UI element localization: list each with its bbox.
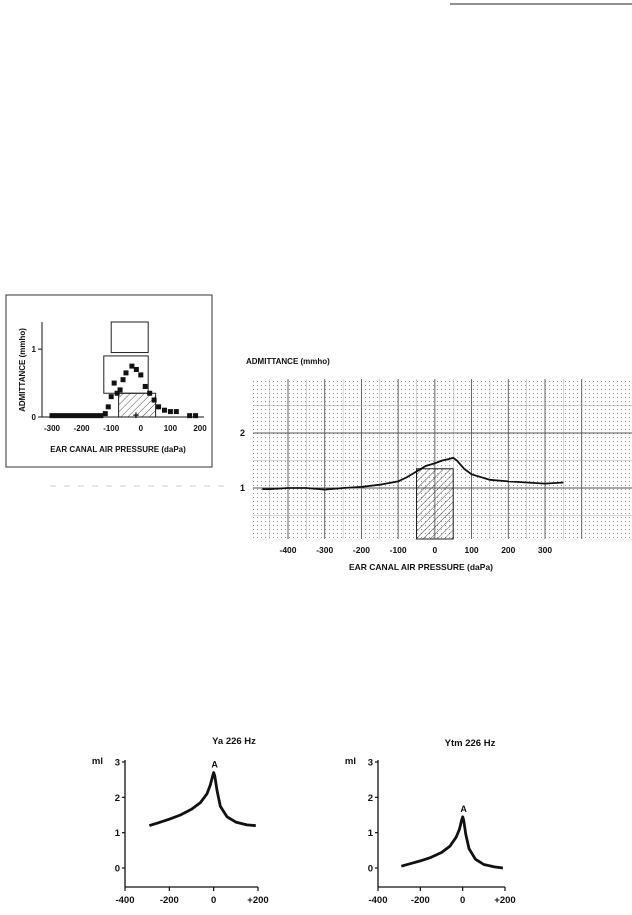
chart2-regions	[417, 469, 454, 539]
chart3-y-ticks	[115, 758, 125, 875]
chart1-point-27	[162, 408, 167, 413]
chart1-x-axis-label: EAR CANAL AIR PRESSURE (daPa)	[50, 445, 186, 454]
chart4-y-tick-3: 3	[367, 757, 373, 769]
chart2-y-tick-0: 1	[239, 483, 245, 493]
ya-226hz-chart	[92, 736, 269, 906]
chart2-x-tick-4: 0	[432, 545, 438, 555]
chart2-x-axis-label: EAR CANAL AIR PRESSURE (daPa)	[348, 562, 494, 572]
chart3-x-ticks	[115, 887, 268, 906]
chart2-x-tick-1: -300	[316, 545, 334, 555]
chart3-y-tick-3: 3	[114, 757, 120, 769]
chart4-y-tick-1: 1	[367, 828, 373, 840]
chart4-title: Ytm 226 Hz	[444, 738, 496, 749]
chart2-x-tick-2: -200	[352, 545, 370, 555]
chart1-point-21	[134, 367, 139, 372]
tympanogram-norms-chart	[6, 295, 212, 467]
chart4-peak-label: A	[460, 803, 467, 814]
chart3-y-tick-1: 1	[114, 828, 120, 840]
chart1-y-tick-1: 1	[31, 345, 36, 355]
chart1-point-15	[112, 381, 117, 386]
chart1-x-tick-4: 100	[163, 424, 178, 433]
chart1-point-22	[138, 372, 143, 377]
chart3-title: Ya 226 Hz	[212, 736, 256, 747]
chart1-point-19	[124, 370, 129, 375]
chart1-point-17	[118, 387, 123, 392]
chart4-y-ticks	[368, 758, 378, 875]
chart2-x-tick-3: -100	[389, 545, 407, 555]
chart1-point-14	[109, 394, 114, 399]
chart1-regions	[104, 322, 156, 417]
chart2-y-tick-1: 2	[239, 428, 245, 438]
chart1-point-26	[156, 404, 161, 409]
chart1-point-23	[143, 384, 148, 389]
chart2-x-tick-6: 200	[501, 545, 516, 555]
chart1-point-28	[168, 409, 173, 414]
chart3-x-tick-1: -200	[159, 895, 179, 906]
chart1-x-tick-0: -300	[43, 424, 61, 433]
chart1-x-tick-2: -100	[103, 424, 120, 433]
chart1-point-13	[106, 404, 111, 409]
chart4-y-tick-2: 2	[367, 792, 373, 804]
chart1-x-tick-1: -200	[73, 424, 90, 433]
chart1-x-tick-5: 200	[193, 424, 207, 433]
admittance-grid-chart	[240, 357, 632, 572]
chart2-x-tick-7: 300	[537, 545, 553, 555]
chart4-x-tick-2: 0	[460, 895, 466, 906]
chart3-x-tick-2: 0	[211, 895, 217, 906]
chart1-point-12	[103, 411, 108, 416]
ytm-226hz-chart	[345, 738, 516, 906]
chart2-y-ticks	[240, 428, 245, 493]
chart1-frame	[6, 295, 212, 467]
chart1-point-20	[129, 364, 134, 369]
chart4-series-line	[401, 817, 503, 868]
chart3-x-tick-3: +200	[247, 895, 269, 906]
chart2-x-tick-0: -400	[279, 545, 297, 555]
chart3-y-tick-2: 2	[114, 792, 120, 804]
chart4-x-tick-3: +200	[494, 895, 516, 906]
chart1-region-0	[111, 322, 148, 353]
chart4-x-ticks	[368, 887, 515, 906]
chart1-point-18	[121, 377, 126, 382]
chart3-y-tick-0: 0	[114, 863, 120, 875]
chart2-y-axis-label: ADMITTANCE (mmho)	[246, 357, 330, 366]
chart1-point-29	[174, 409, 179, 414]
chart2-x-ticks	[279, 545, 552, 555]
chart1-point-25	[152, 398, 157, 403]
chart1-point-24	[147, 391, 152, 396]
chart1-y-ticks	[32, 345, 42, 422]
chart2-x-tick-5: 100	[464, 545, 479, 555]
chart4-y-axis-label: ml	[344, 756, 356, 767]
chart1-y-axis-label: ADMITTANCE (mmho)	[18, 328, 27, 412]
chart1-y-tick-0: 0	[31, 413, 36, 422]
chart4-x-tick-1: -200	[410, 895, 430, 906]
chart3-series-line	[149, 773, 255, 826]
chart1-x-ticks	[44, 424, 207, 433]
chart4-y-tick-0: 0	[367, 863, 373, 875]
chart4-x-tick-0: -400	[368, 895, 388, 906]
chart3-peak-label: A	[211, 759, 218, 770]
chart3-x-tick-0: -400	[115, 895, 135, 906]
chart3-y-axis-label: ml	[91, 756, 103, 767]
chart1-annotation: +	[132, 410, 140, 422]
chart1-x-tick-3: 0	[138, 424, 144, 433]
chart2-region-0	[417, 469, 454, 539]
